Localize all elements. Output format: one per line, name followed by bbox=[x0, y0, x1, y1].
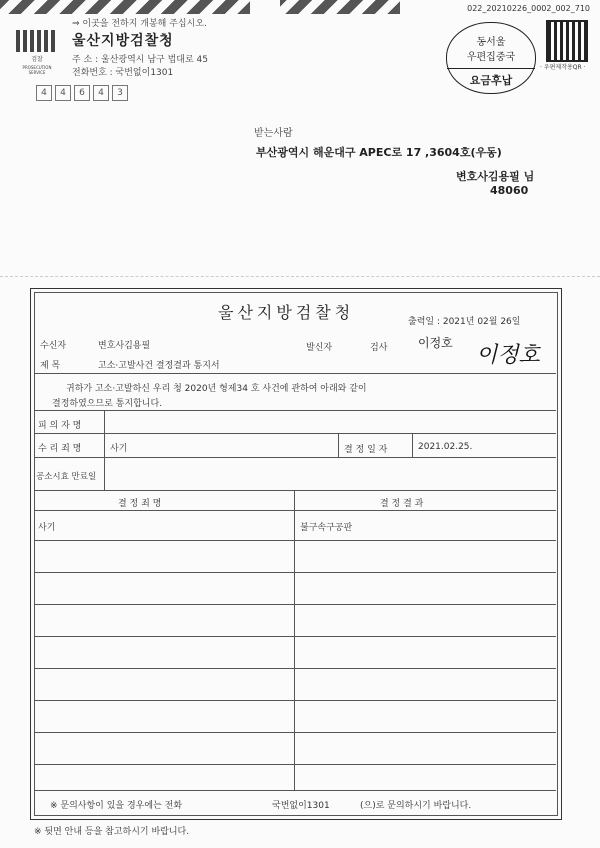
sender-org: 울산지방검찰청 bbox=[72, 33, 174, 49]
postal-digit: 4 bbox=[93, 85, 109, 101]
footer-phone: 국번없이1301 bbox=[272, 801, 330, 811]
to-value: 변호사김용필 bbox=[98, 341, 151, 351]
body-text-a: 귀하가 고소·고발하신 우리 청 bbox=[66, 384, 182, 394]
rule bbox=[34, 490, 556, 491]
charge-value: 사기 bbox=[110, 444, 128, 454]
col-charge-header: 결 정 죄 명 bbox=[118, 499, 162, 509]
decision-date: 2021.02.25. bbox=[418, 442, 473, 452]
postal-digit: 3 bbox=[112, 85, 128, 101]
bottom-note: ※ 뒷면 안내 등을 참고하시기 바랍니다. bbox=[34, 827, 190, 837]
recipient-address: 부산광역시 해운대구 APEC로 17 ,3604호(우동) bbox=[256, 146, 502, 159]
notice-title: 울산지방검찰청 bbox=[218, 303, 355, 322]
rule bbox=[34, 457, 556, 458]
table-row-line bbox=[34, 540, 556, 541]
rule bbox=[294, 490, 295, 790]
recipient-name: 변호사김용필 님 bbox=[456, 170, 535, 183]
perforation-line bbox=[0, 276, 600, 277]
row-charge: 사기 bbox=[38, 523, 56, 533]
sender-phone-row bbox=[72, 65, 173, 78]
body-line2: 결정하였으므로 통지합니다. bbox=[52, 399, 163, 409]
envelope-stripe-left bbox=[0, 0, 250, 14]
logo-subtext: PROSECUTION SERVICE bbox=[22, 65, 52, 75]
limitation-label: 공소시효 만료일 bbox=[36, 472, 97, 482]
print-date-label: 출력일 : bbox=[408, 317, 440, 327]
open-notice: ⇒ 이곳을 전하지 개봉해 주십시오. bbox=[72, 19, 207, 29]
prosecution-logo bbox=[16, 30, 58, 75]
qr-label: · 우편제작용QR · bbox=[540, 64, 586, 71]
postal-digit: 4 bbox=[36, 85, 52, 101]
body-text-b: 호 사건에 관하여 아래와 같이 bbox=[250, 384, 367, 394]
subject-label: 제 목 bbox=[40, 361, 61, 371]
suspect-label: 피 의 자 명 bbox=[38, 421, 82, 431]
address-label: 주 소 : bbox=[72, 55, 99, 65]
phone-label: 전화번호 : bbox=[72, 68, 113, 78]
rule bbox=[34, 433, 556, 434]
table-row-line bbox=[34, 700, 556, 701]
footer-text-b: (으)로 문의하시기 바랍니다. bbox=[360, 801, 472, 811]
rule bbox=[412, 433, 413, 457]
recipient-label: 받는사람 bbox=[254, 128, 293, 139]
col-result-header: 결 정 결 과 bbox=[380, 499, 424, 509]
from-name: 이정호 bbox=[418, 336, 453, 350]
rule bbox=[34, 373, 556, 374]
charge-label: 수 리 죄 명 bbox=[38, 444, 82, 454]
table-row-line bbox=[34, 604, 556, 605]
table-row-line bbox=[34, 764, 556, 765]
sender-address: 울산광역시 남구 법대로 45 bbox=[101, 55, 209, 65]
postal-code-boxes bbox=[36, 80, 131, 101]
table-row-line bbox=[34, 636, 556, 637]
logo-text: 검찰 bbox=[31, 56, 43, 63]
rule bbox=[338, 433, 339, 457]
body-line1 bbox=[66, 381, 367, 394]
recipient-postcode: 48060 bbox=[490, 184, 529, 197]
postal-digit: 4 bbox=[55, 85, 71, 101]
stamp-line2: 우편집중국 bbox=[466, 52, 516, 63]
table-row-line bbox=[34, 732, 556, 733]
prosecutor-signature: 이정호 bbox=[476, 343, 540, 368]
rule bbox=[34, 410, 556, 411]
qr-code-icon bbox=[546, 20, 588, 62]
doc-code: 022_20210226_0002_002_710 bbox=[467, 4, 590, 13]
print-date: 2021년 02월 26일 bbox=[442, 317, 521, 327]
stamp-line1: 동서울 bbox=[476, 37, 506, 48]
case-number: 2020년 형제34 bbox=[184, 384, 248, 394]
subject-value: 고소·고발사건 결정결과 통지서 bbox=[98, 361, 220, 371]
row-result: 불구속구공판 bbox=[300, 523, 353, 533]
postal-digit: 6 bbox=[74, 85, 90, 101]
print-date-row bbox=[408, 314, 520, 327]
table-row-line bbox=[34, 572, 556, 573]
footer-text-a: ※ 문의사항이 있을 경우에는 전화 bbox=[50, 801, 183, 811]
postage-stamp bbox=[446, 22, 536, 94]
to-label: 수신자 bbox=[40, 341, 67, 351]
rule bbox=[104, 410, 105, 490]
rule bbox=[34, 510, 556, 511]
logo-bars-icon bbox=[16, 30, 58, 52]
stamp-line3: 요금후납 bbox=[447, 68, 535, 88]
from-role: 검사 bbox=[370, 343, 388, 353]
decision-date-label: 결 정 일 자 bbox=[344, 445, 388, 455]
table-row-line bbox=[34, 668, 556, 669]
from-label: 발신자 bbox=[306, 343, 333, 353]
table-row-line bbox=[34, 790, 556, 791]
sender-phone: 국번없이1301 bbox=[115, 68, 174, 78]
sender-address-row bbox=[72, 52, 208, 65]
envelope-stripe-right bbox=[280, 0, 400, 14]
